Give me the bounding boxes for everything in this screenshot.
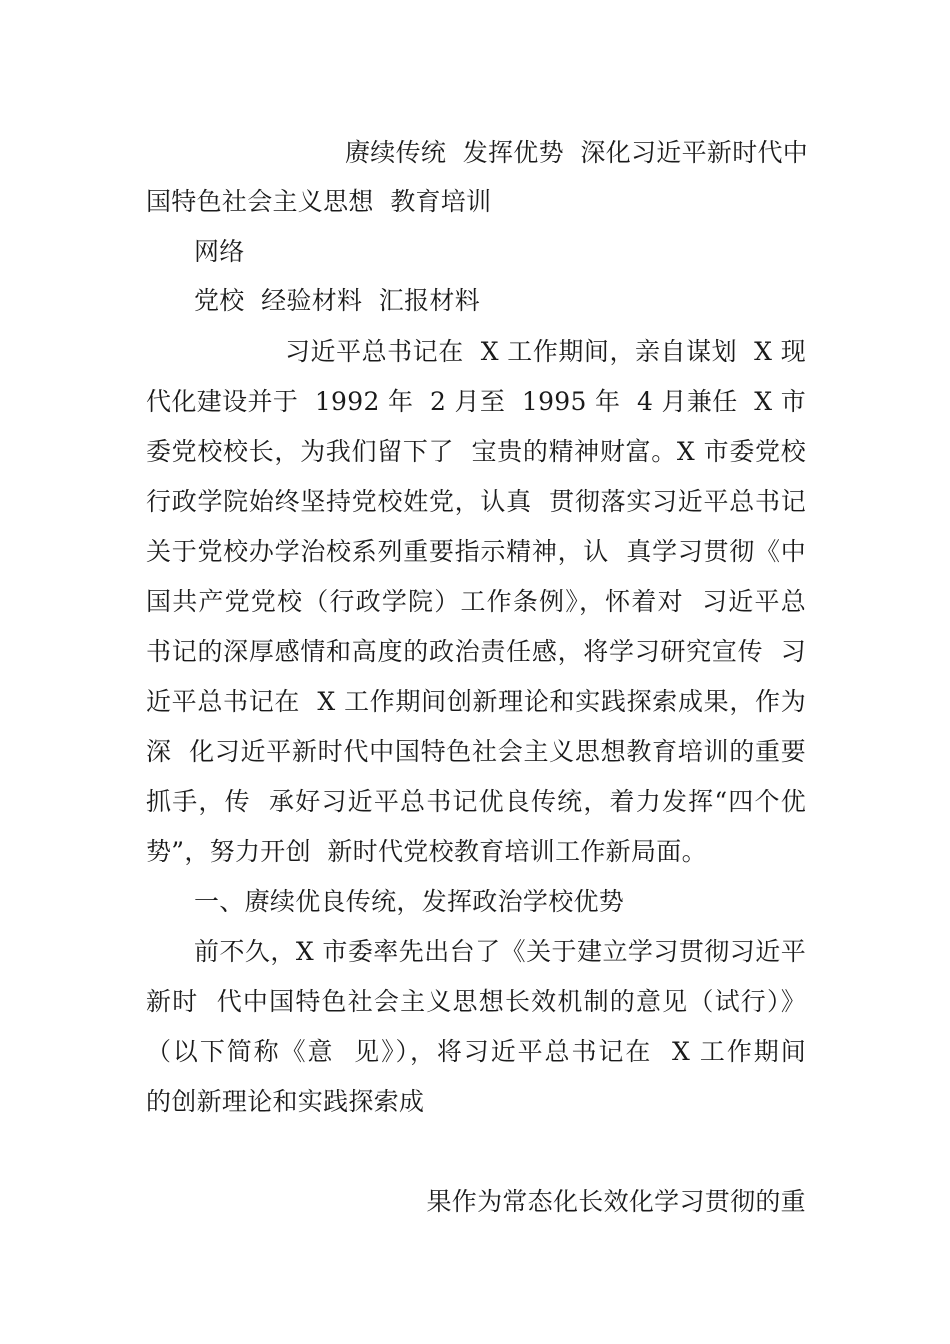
paragraph-line: 深 化习近平新时代中国特色社会主义思想教育培训的重要	[146, 737, 806, 766]
continuation-line: 果作为常态化长效化学习贯彻的重	[426, 1187, 806, 1216]
paragraph-line: 近平总书记在 X 工作期间创新理论和实践探索成果，作为	[146, 687, 806, 716]
paragraph-line: 的创新理论和实践探索成	[146, 1087, 425, 1116]
paragraph-line: 习近平总书记在 X 工作期间，亲自谋划 X 现	[285, 337, 806, 366]
tags-line: 党校 经验材料 汇报材料	[194, 286, 480, 315]
paragraph-line: 抓手，传 承好习近平总书记优良传统，着力发挥“四个优	[146, 787, 806, 816]
paragraph-line: 前不久，X 市委率先出台了《关于建立学习贯彻习近平	[194, 937, 806, 966]
paragraph-line: 国共产党党校（行政学院）工作条例》，怀着对 习近平总	[146, 587, 806, 616]
paragraph-line: 势”，努力开创 新时代党校教育培训工作新局面。	[146, 837, 707, 866]
section-heading: 一、赓续优良传统，发挥政治学校优势	[194, 887, 625, 916]
title-line-2: 国特色社会主义思想 教育培训	[146, 187, 492, 216]
title-line-1: 赓续传统 发挥优势 深化习近平新时代中	[345, 138, 809, 167]
paragraph-line: 新时 代中国特色社会主义思想长效机制的意见（试行）》	[146, 987, 806, 1016]
paragraph-line: 代化建设并于 1992 年 2 月至 1995 年 4 月兼任 X 市	[146, 387, 806, 416]
paragraph-line: （以下简称《意 见》），将习近平总书记在 X 工作期间	[146, 1037, 806, 1066]
paragraph-line: 关于党校办学治校系列重要指示精神，认 真学习贯彻《中	[146, 537, 806, 566]
paragraph-line: 行政学院始终坚持党校姓党，认真 贯彻落实习近平总书记	[146, 487, 806, 516]
subtitle-network: 网络	[194, 237, 245, 266]
paragraph-line: 委党校校长，为我们留下了 宝贵的精神财富。X 市委党校	[146, 437, 806, 466]
paragraph-line: 书记的深厚感情和高度的政治责任感，将学习研究宣传 习	[146, 637, 806, 666]
